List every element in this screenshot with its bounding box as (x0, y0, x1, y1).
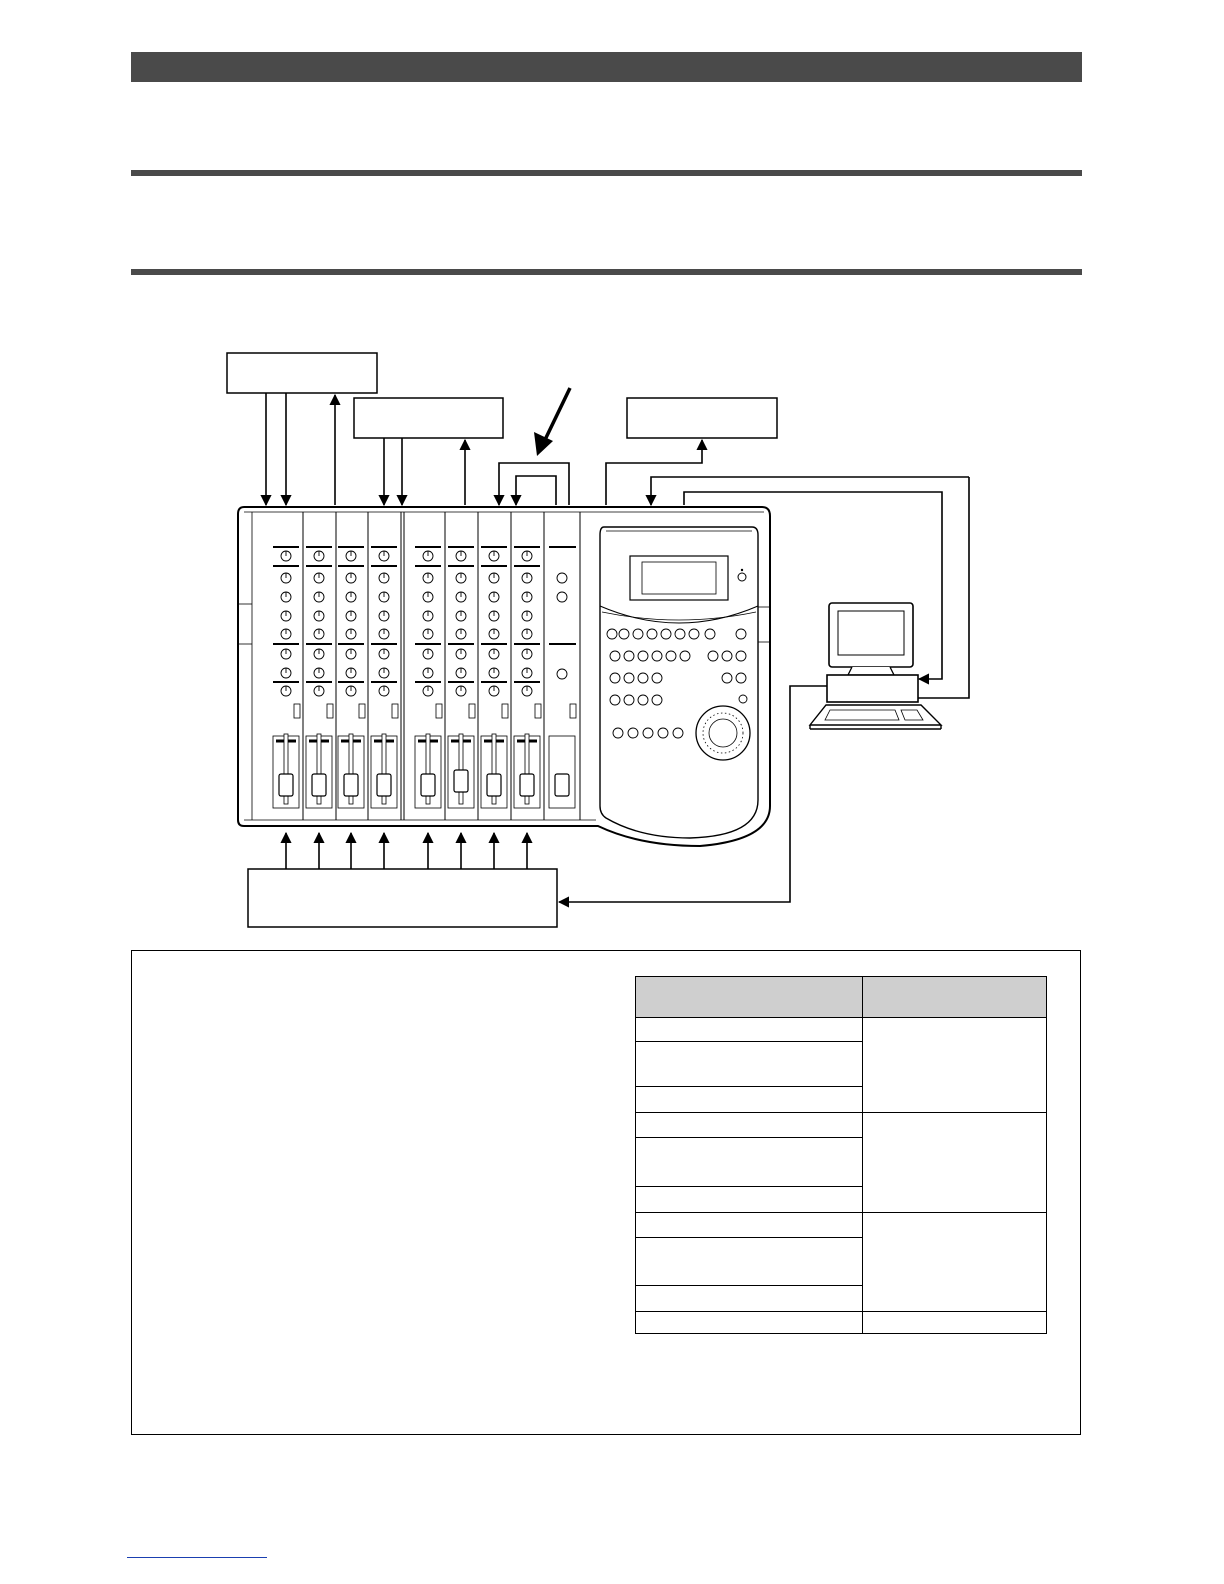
knob-icon (456, 686, 466, 696)
panel-button-icon (613, 728, 623, 738)
knob-icon (314, 592, 324, 602)
knob-icon (346, 573, 356, 583)
table-cell (636, 1138, 863, 1186)
knob-icon (379, 551, 389, 561)
knob-icon (281, 686, 291, 696)
knob-icon (346, 649, 356, 659)
top-left-device-box (227, 353, 377, 393)
knob-icon (522, 649, 532, 659)
transport-panel (600, 527, 770, 838)
knob-icon (379, 668, 389, 678)
bottom-device-box (248, 869, 557, 927)
knob-icon (346, 611, 356, 621)
knob-icon (489, 592, 499, 602)
knob-icon (346, 686, 356, 696)
panel-button-icon (652, 651, 662, 661)
computer-icon (810, 603, 941, 729)
knob-icon (522, 686, 532, 696)
table-cell (636, 1212, 863, 1237)
table-cell (636, 1086, 863, 1112)
table-row (636, 1311, 1047, 1333)
pointer-arrow-icon (534, 388, 570, 456)
table-row (636, 1112, 1047, 1137)
knob-icon (456, 629, 466, 639)
knob-icon (489, 686, 499, 696)
knob-icon (346, 629, 356, 639)
top-right-connections (606, 440, 702, 505)
panel-button-icon (647, 629, 657, 639)
spec-header-cell (863, 977, 1047, 1018)
panel-button-icon (624, 695, 634, 705)
panel-button-icon (675, 629, 685, 639)
knob-icon (314, 668, 324, 678)
knob-icon (522, 573, 532, 583)
knob-icon (281, 668, 291, 678)
knob-icon (281, 551, 291, 561)
knob-icon (314, 611, 324, 621)
top-right-device-box (627, 398, 777, 438)
knob-icon (423, 686, 433, 696)
bottom-device-connections (286, 833, 527, 869)
panel-button-icon (652, 673, 662, 683)
knob-icon (423, 611, 433, 621)
knob-icon (489, 629, 499, 639)
panel-button-icon (739, 695, 747, 703)
panel-button-icon (673, 728, 683, 738)
panel-button-icon (708, 651, 718, 661)
knob-icon (456, 668, 466, 678)
panel-button-icon (607, 629, 617, 639)
panel-button-icon (638, 695, 648, 705)
top-left-connections (266, 393, 335, 505)
panel-button-icon (624, 673, 634, 683)
knob-icon (489, 611, 499, 621)
knob-icon (456, 573, 466, 583)
panel-button-icon (624, 651, 634, 661)
keyboard-icon (810, 705, 941, 729)
knob-icon (423, 551, 433, 561)
panel-button-icon (610, 651, 620, 661)
table-cell (863, 1112, 1047, 1212)
computer-base-icon (827, 675, 918, 702)
knob-icon (379, 592, 389, 602)
panel-button-icon (619, 629, 629, 639)
panel-button-icon (652, 695, 662, 705)
knob-icon (281, 573, 291, 583)
spec-table-header (636, 977, 1047, 1018)
panel-button-icon (666, 651, 676, 661)
knob-icon (379, 611, 389, 621)
knob-icon (522, 592, 532, 602)
table-cell (863, 1212, 1047, 1311)
knob-icon (522, 551, 532, 561)
panel-button-icon (722, 673, 732, 683)
knob-icon (456, 649, 466, 659)
knob-icon (522, 611, 532, 621)
panel-button-icon (633, 629, 643, 639)
knob-icon (489, 551, 499, 561)
panel-button-icon (661, 629, 671, 639)
panel-button-icon (638, 673, 648, 683)
knob-icon (456, 551, 466, 561)
table-cell (636, 1286, 863, 1311)
knob-icon (314, 686, 324, 696)
knob-icon (314, 551, 324, 561)
monitor-icon (829, 603, 913, 675)
knob-icon (281, 649, 291, 659)
knob-icon (379, 573, 389, 583)
panel-button-icon (705, 629, 715, 639)
spec-table (635, 976, 1047, 1334)
top-middle-device-box (354, 398, 503, 438)
knob-icon (379, 686, 389, 696)
knob-icon (557, 592, 567, 602)
insert-loop-connections (499, 463, 569, 505)
knob-icon (346, 592, 356, 602)
table-cell (636, 1238, 863, 1286)
knob-icon (423, 592, 433, 602)
panel-button-icon (736, 673, 746, 683)
table-row (636, 1212, 1047, 1237)
panel-button-icon (643, 728, 653, 738)
table-cell (636, 1042, 863, 1086)
table-cell (636, 1311, 863, 1333)
knob-icon (346, 551, 356, 561)
top-middle-connections (384, 438, 465, 505)
knob-icon (456, 611, 466, 621)
footer-link-rule (127, 1557, 267, 1558)
table-row (636, 1018, 1047, 1042)
knob-icon (522, 629, 532, 639)
knob-icon (423, 629, 433, 639)
knob-icon (423, 573, 433, 583)
mixer-recorder-unit (238, 507, 770, 846)
knob-icon (489, 649, 499, 659)
knob-icon (489, 668, 499, 678)
knob-icon (314, 573, 324, 583)
table-cell (636, 1112, 863, 1137)
table-cell (863, 1311, 1047, 1333)
knob-icon (281, 592, 291, 602)
panel-button-icon (680, 651, 690, 661)
panel-button-icon (722, 651, 732, 661)
spec-header-cell (636, 977, 863, 1018)
knob-icon (423, 649, 433, 659)
knob-icon (379, 629, 389, 639)
table-cell (863, 1018, 1047, 1113)
table-cell (636, 1018, 863, 1042)
panel-button-icon (689, 629, 699, 639)
knob-icon (456, 592, 466, 602)
panel-button-icon (610, 673, 620, 683)
panel-button-icon (628, 728, 638, 738)
panel-button-icon (610, 695, 620, 705)
knob-icon (379, 649, 389, 659)
knob-icon (423, 668, 433, 678)
knob-icon (489, 573, 499, 583)
knob-icon (281, 629, 291, 639)
knob-icon (557, 669, 567, 679)
knob-icon (557, 573, 567, 583)
knob-icon (314, 649, 324, 659)
knob-icon (314, 629, 324, 639)
panel-button-icon (658, 728, 668, 738)
panel-button-icon (736, 629, 746, 639)
knob-icon (522, 668, 532, 678)
panel-button-icon (638, 651, 648, 661)
panel-button-icon (736, 651, 746, 661)
knob-icon (346, 668, 356, 678)
knob-icon (281, 611, 291, 621)
table-cell (636, 1186, 863, 1212)
